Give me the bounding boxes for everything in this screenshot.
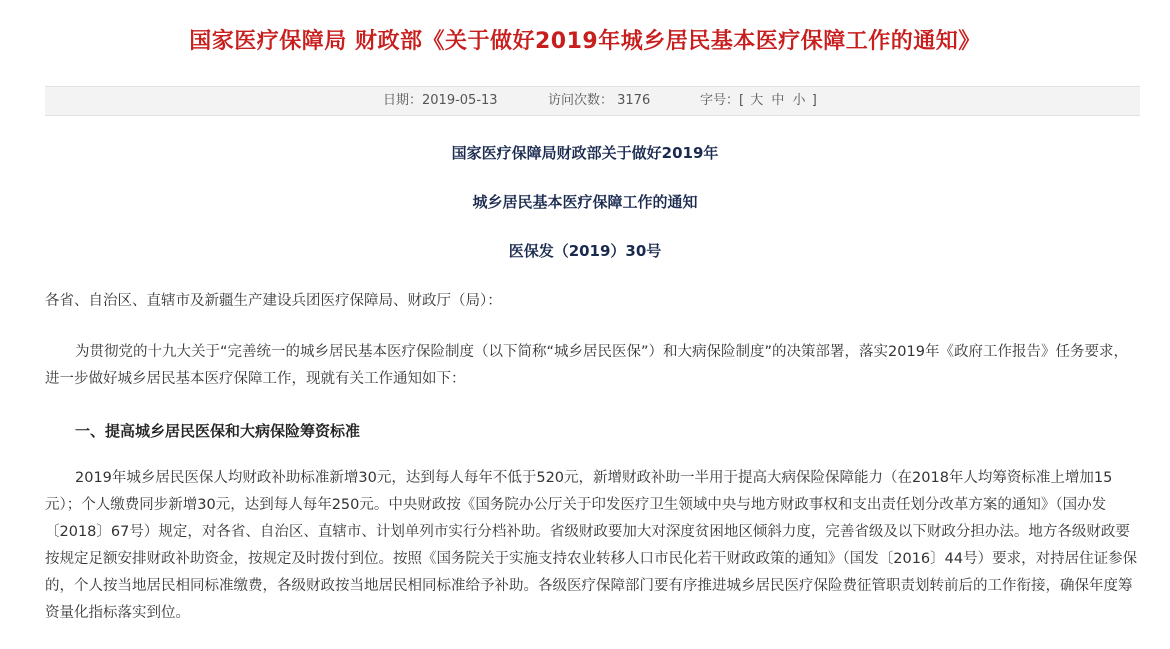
meta-bar bbox=[45, 86, 1140, 116]
visit-count: 访问次数： 3176 bbox=[548, 93, 651, 108]
paragraph-section1: 2019年城乡居民医保人均财政补助标准新增30元，达到每人每年不低于520元，新增财政补助一半用于提高大病保险保障能力（在2018年人均筹资标准上增加15元）；个人缴费同步新增30元，达到每人每年250元。中央财政按《国务院办公厅关于印发医疗卫生领域中央与地方财政事权和支出责任划分改革方案的通知》（国办发〔2018〕67号）规定，对各省、自治区、直辖市、计划单列市实行分档补助。省级财政要加大对深度贫困地区倾斜力度，完善省级及以下财政分担办法。地方各级财政要按规定足额安排财政补助资金，按规定及时拨付到位。按照《国务院关于实施支持农业转移人口市民化若干财政政策的通知》（国发〔2016〕44号）要求，对持居住证参保的，个人按当地居民相同标准缴费，各级财政按当地居民相同标准给予补助。各级医疗保障部门要有序推进城乡居民医疗保险费征管职责划转前后的工作衔接，确保年度筹资量化指标落实到位。 bbox=[45, 470, 1138, 621]
publish-date: 日期：2019-05-13 bbox=[383, 93, 498, 108]
font-size-small-link[interactable]: 小 bbox=[792, 93, 806, 108]
document-heading-line1: 国家医疗保障局财政部关于做好2019年 bbox=[451, 144, 719, 162]
page-title: 国家医疗保障局 财政部《关于做好2019年城乡居民基本医疗保障工作的通知》 bbox=[189, 29, 981, 54]
section-heading-1: 一、提高城乡居民医保和大病保险筹资标准 bbox=[75, 422, 361, 440]
font-size-large-link[interactable]: 大 bbox=[750, 93, 764, 108]
font-size-medium-link[interactable]: 中 bbox=[771, 93, 785, 108]
document-number: 医保发（2019）30号 bbox=[508, 242, 662, 260]
salutation: 各省、自治区、直辖市及新疆生产建设兵团医疗保障局、财政厅（局）： bbox=[45, 293, 502, 309]
font-size-label: 字号：[ bbox=[700, 93, 745, 108]
font-size-close-bracket: ] bbox=[811, 93, 817, 108]
font-size-selector bbox=[700, 87, 817, 115]
paragraph-intro: 为贯彻党的十九大关于“完善统一的城乡居民基本医疗保险制度（以下简称“城乡居民医保”）和大病保险制度”的决策部署，落实2019年《政府工作报告》任务要求，进一步做好城乡居民基本医疗保障工作，现就有关工作通知如下： bbox=[45, 344, 1128, 387]
document-heading-line2: 城乡居民基本医疗保障工作的通知 bbox=[472, 193, 698, 211]
